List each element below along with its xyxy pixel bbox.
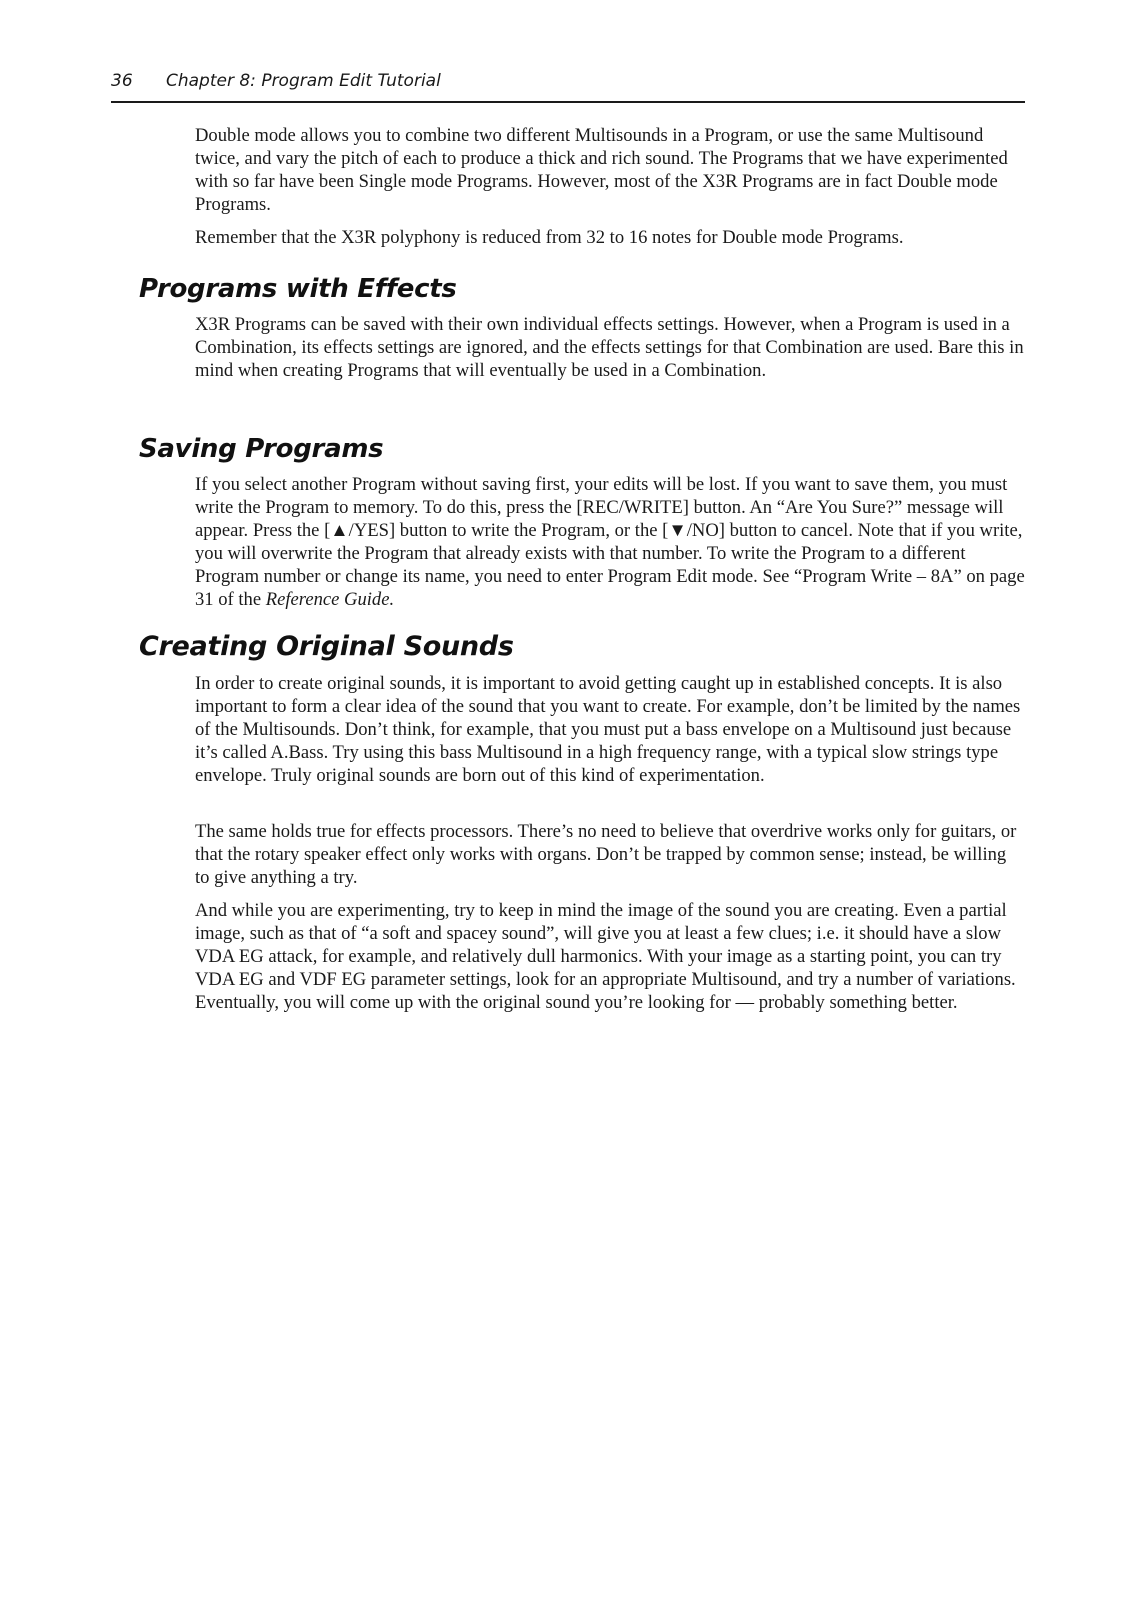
page-header — [111, 67, 1025, 103]
creating-paragraph-2: The same holds true for effects processors. There’s no need to believe that overdrive works only for guitars, or that the rotary speaker effect only works with organs. Don’t be trapped by common sense; instead, be willing to give anything a try. — [195, 821, 1017, 888]
creating-paragraph-1: In order to create original sounds, it is important to avoid getting caught up in established concepts. It is also important to form a clear idea of the sound that you want to create. For example, don’t be limited by the names of the Multisounds. Don’t think, for example, that you must put a bass envelope on a Multisound just because it’s called A.Bass. Try using this bass Multisound in a high frequency range, with a typical slow strings type envelope. Truly original sounds are born out of this kind of experimentation. — [195, 673, 1021, 786]
effects-paragraph-1: X3R Programs can be saved with their own individual effects settings. However, when a Program is used in a Combination, its effects settings are ignored, and the effects settings for that Combination are used. Bare this in mind when creating Programs that will eventually be used in a Combination. — [195, 314, 1024, 381]
creating-paragraph-3: And while you are experimenting, try to keep in mind the image of the sound you are creating. Even a partial image, such as that of “a soft and spacey sound”, will give you at least a few clues; i.e. it should have a slow VDA EG attack, for example, and relatively dull harmonics. With your image as a starting point, you can try VDA EG and VDF EG parameter settings, look for an appropriate Multisound, and try a number of variations. Eventually, you will come up with the original sound you’re looking for — probably something better. — [195, 900, 1016, 1013]
saving-text: If you select another Program without saving first, your edits will be lost. If you want to save them, you must write the Program to memory. To do this, press the [REC/WRITE] button. An “Are You Sure?” message will appear. Press the [▲/YES] button to write the Program, or the [▼/NO] button to cancel. Note that if you write, you will overwrite the Program that already exists with that number. To write the Program to a different Program number or change its name, you need to enter Program Edit mode. See “Program Write – 8A” on page 31 of the — [195, 474, 1025, 610]
page-number: 36 — [111, 71, 133, 91]
reference-guide-title: Reference Guide. — [265, 589, 395, 610]
intro-paragraph-1: Double mode allows you to combine two different Multisounds in a Program, or use the same Multisound twice, and vary the pitch of each to produce a thick and rich sound. The Programs that we have experimented with so far have been Single mode Programs. However, most of the X3R Programs are in fact Double mode Programs. — [195, 125, 1008, 215]
heading-programs-with-effects: Programs with Effects — [139, 274, 457, 304]
chapter-title: Chapter 8: Program Edit Tutorial — [166, 71, 441, 91]
saving-paragraph-1 — [195, 473, 1025, 611]
heading-saving-programs: Saving Programs — [139, 434, 384, 464]
heading-creating-original-sounds: Creating Original Sounds — [139, 631, 514, 662]
intro-paragraph-2: Remember that the X3R polyphony is reduced from 32 to 16 notes for Double mode Programs. — [195, 227, 904, 248]
